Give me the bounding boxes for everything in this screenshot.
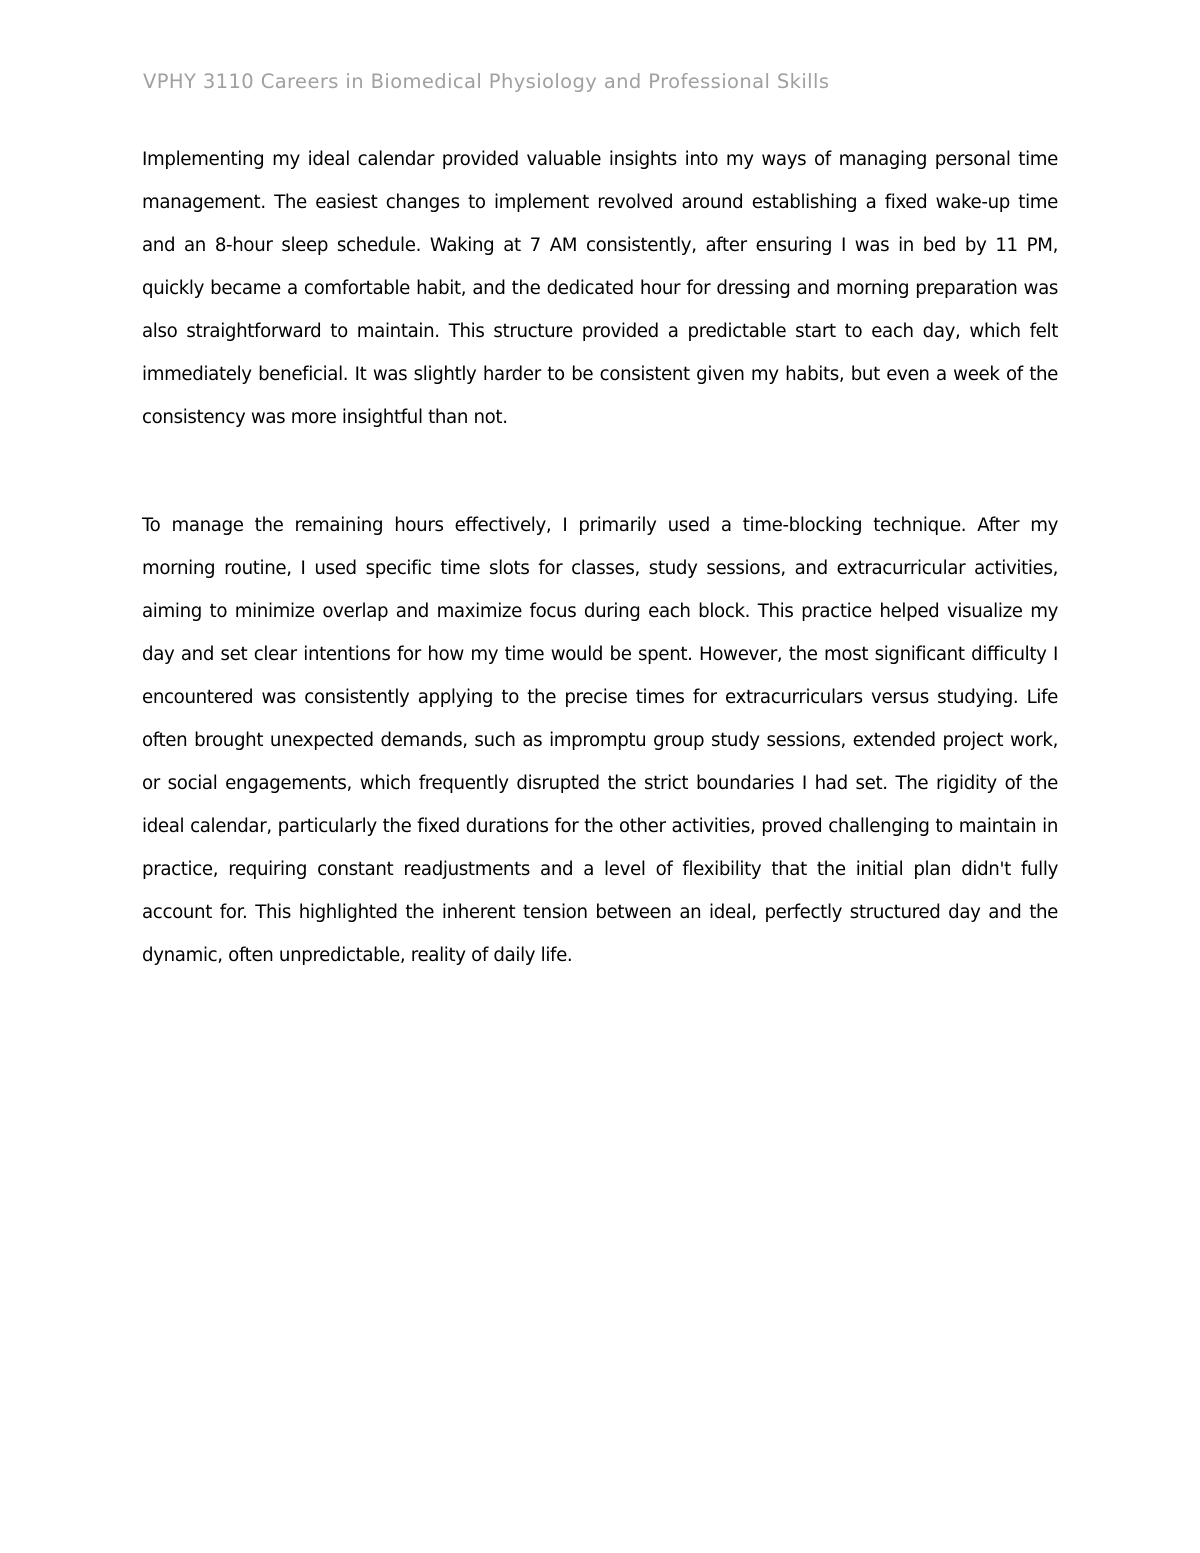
paragraph-2: To manage the remaining hours effectively, I primarily used a time-blocking technique. After my morning routine, I used specific time slots for classes, study sessions, and extracurricular activities, aiming to minimize overlap and maximize focus during each block. This practice helped visualize my day and set clear intentions for how my time would be spent. However, the most significant difficulty I encountered was consistently applying to the precise times for extracurriculars versus studying. Life often brought unexpected demands, such as impromptu group study sessions, extended project work, or social engagements, which frequently disrupted the strict boundaries I had set. The rigidity of the ideal calendar, particularly the fixed durations for the other activities, proved challenging to maintain in practice, requiring constant readjustments and a level of flexibility that the initial plan didn't fully account for. This highlighted the inherent tension between an ideal, perfectly structured day and the dynamic, often unpredictable, reality of daily life. — [142, 515, 1058, 966]
paragraph-1: Implementing my ideal calendar provided valuable insights into my ways of managing personal time management. The easiest changes to implement revolved around establishing a fixed wake-up time and an 8-hour sleep schedule. Waking at 7 AM consistently, after ensuring I was in bed by 11 PM, quickly became a comfortable habit, and the dedicated hour for dressing and morning preparation was also straightforward to maintain. This structure provided a predictable start to each day, which felt immediately beneficial. It was slightly harder to be consistent given my habits, but even a week of the consistency was more insightful than not. — [142, 149, 1058, 428]
document-body — [142, 138, 1058, 977]
paragraph-spacer — [142, 439, 1058, 504]
page-header: VPHY 3110 Careers in Biomedical Physiology and Professional Skills — [143, 70, 830, 93]
